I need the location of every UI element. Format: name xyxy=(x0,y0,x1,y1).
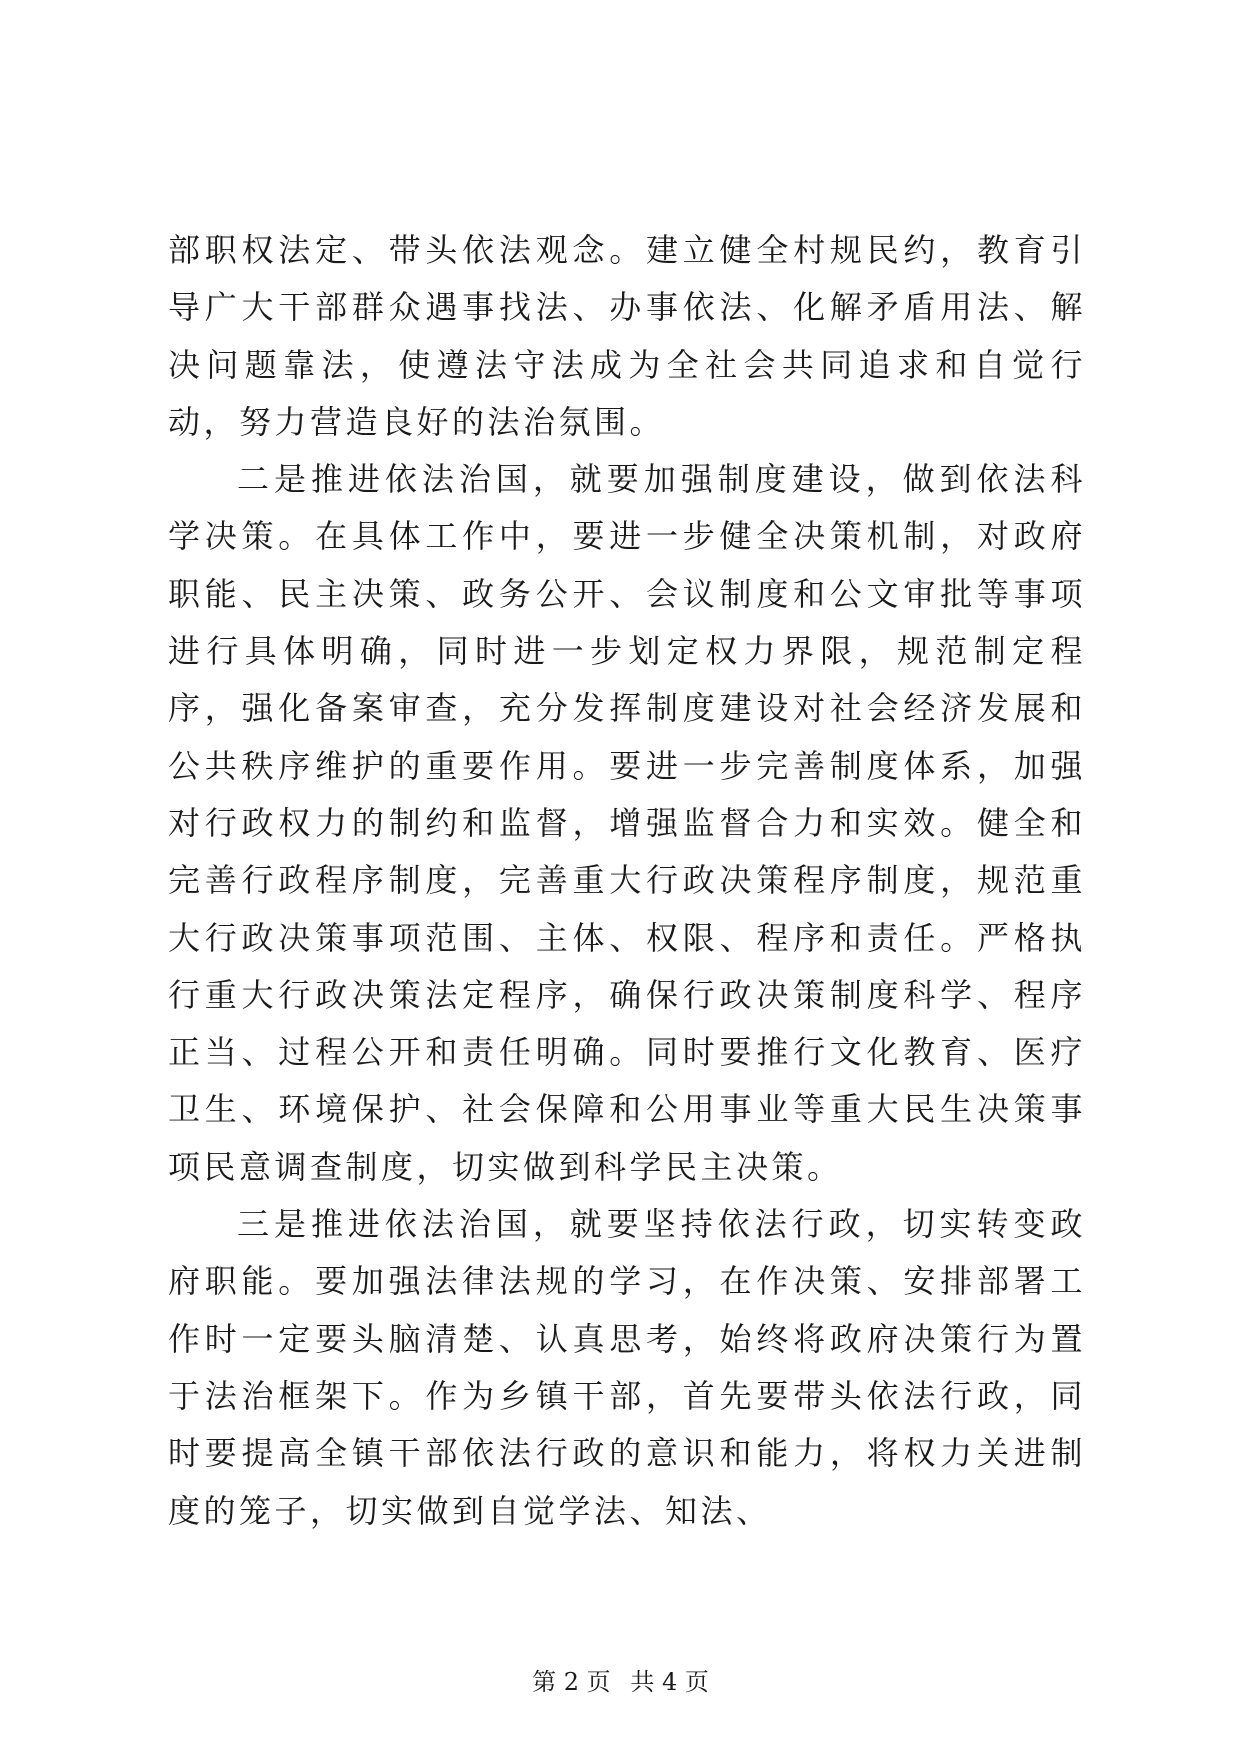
page-total: 共 4 页 xyxy=(630,1668,709,1696)
page-footer xyxy=(0,1662,1241,1697)
paragraph-1: 部职权法定、带头依法观念。建立健全村规民约，教育引导广大干部群众遇事找法、办事依法、化解矛盾用法、解决问题靠法，使遵法守法成为全社会共同追求和自觉行动，努力营造良好的法治氛围。 xyxy=(168,231,1086,441)
paragraph-2: 二是推进依法治国，就要加强制度建设，做到依法科学决策。在具体工作中，要进一步健全决策机制，对政府职能、民主决策、政务公开、会议制度和公文审批等事项进行具体明确，同时进一步划定权力界限，规范制定程序，强化备案审查，充分发挥制度建设对社会经济发展和公共秩序维护的重要作用。要进一步完善制度体系，加强对行政权力的制约和监督，增强监督合力和实效。健全和完善行政程序制度，完善重大行政决策程序制度，规范重大行政决策事项范围、主体、权限、程序和责任。严格执行重大行政决策法定程序，确保行政决策制度科学、程序正当、过程公开和责任明确。同时要推行文化教育、医疗卫生、环境保护、社会保障和公用事业等重大民生决策事项民意调查制度，切实做到科学民主决策。 xyxy=(168,460,1086,1186)
body-text xyxy=(168,222,1086,1540)
page-number: 第 2 页 xyxy=(532,1668,611,1696)
paragraph-3: 三是推进依法治国，就要坚持依法行政，切实转变政府职能。要加强法律法规的学习，在作决策、安排部署工作时一定要头脑清楚、认真思考，始终将政府决策行为置于法治框架下。作为乡镇干部，首先要带头依法行政，同时要提高全镇干部依法行政的意识和能力，将权力关进制度的笼子，切实做到自觉学法、知法、 xyxy=(168,1205,1086,1530)
